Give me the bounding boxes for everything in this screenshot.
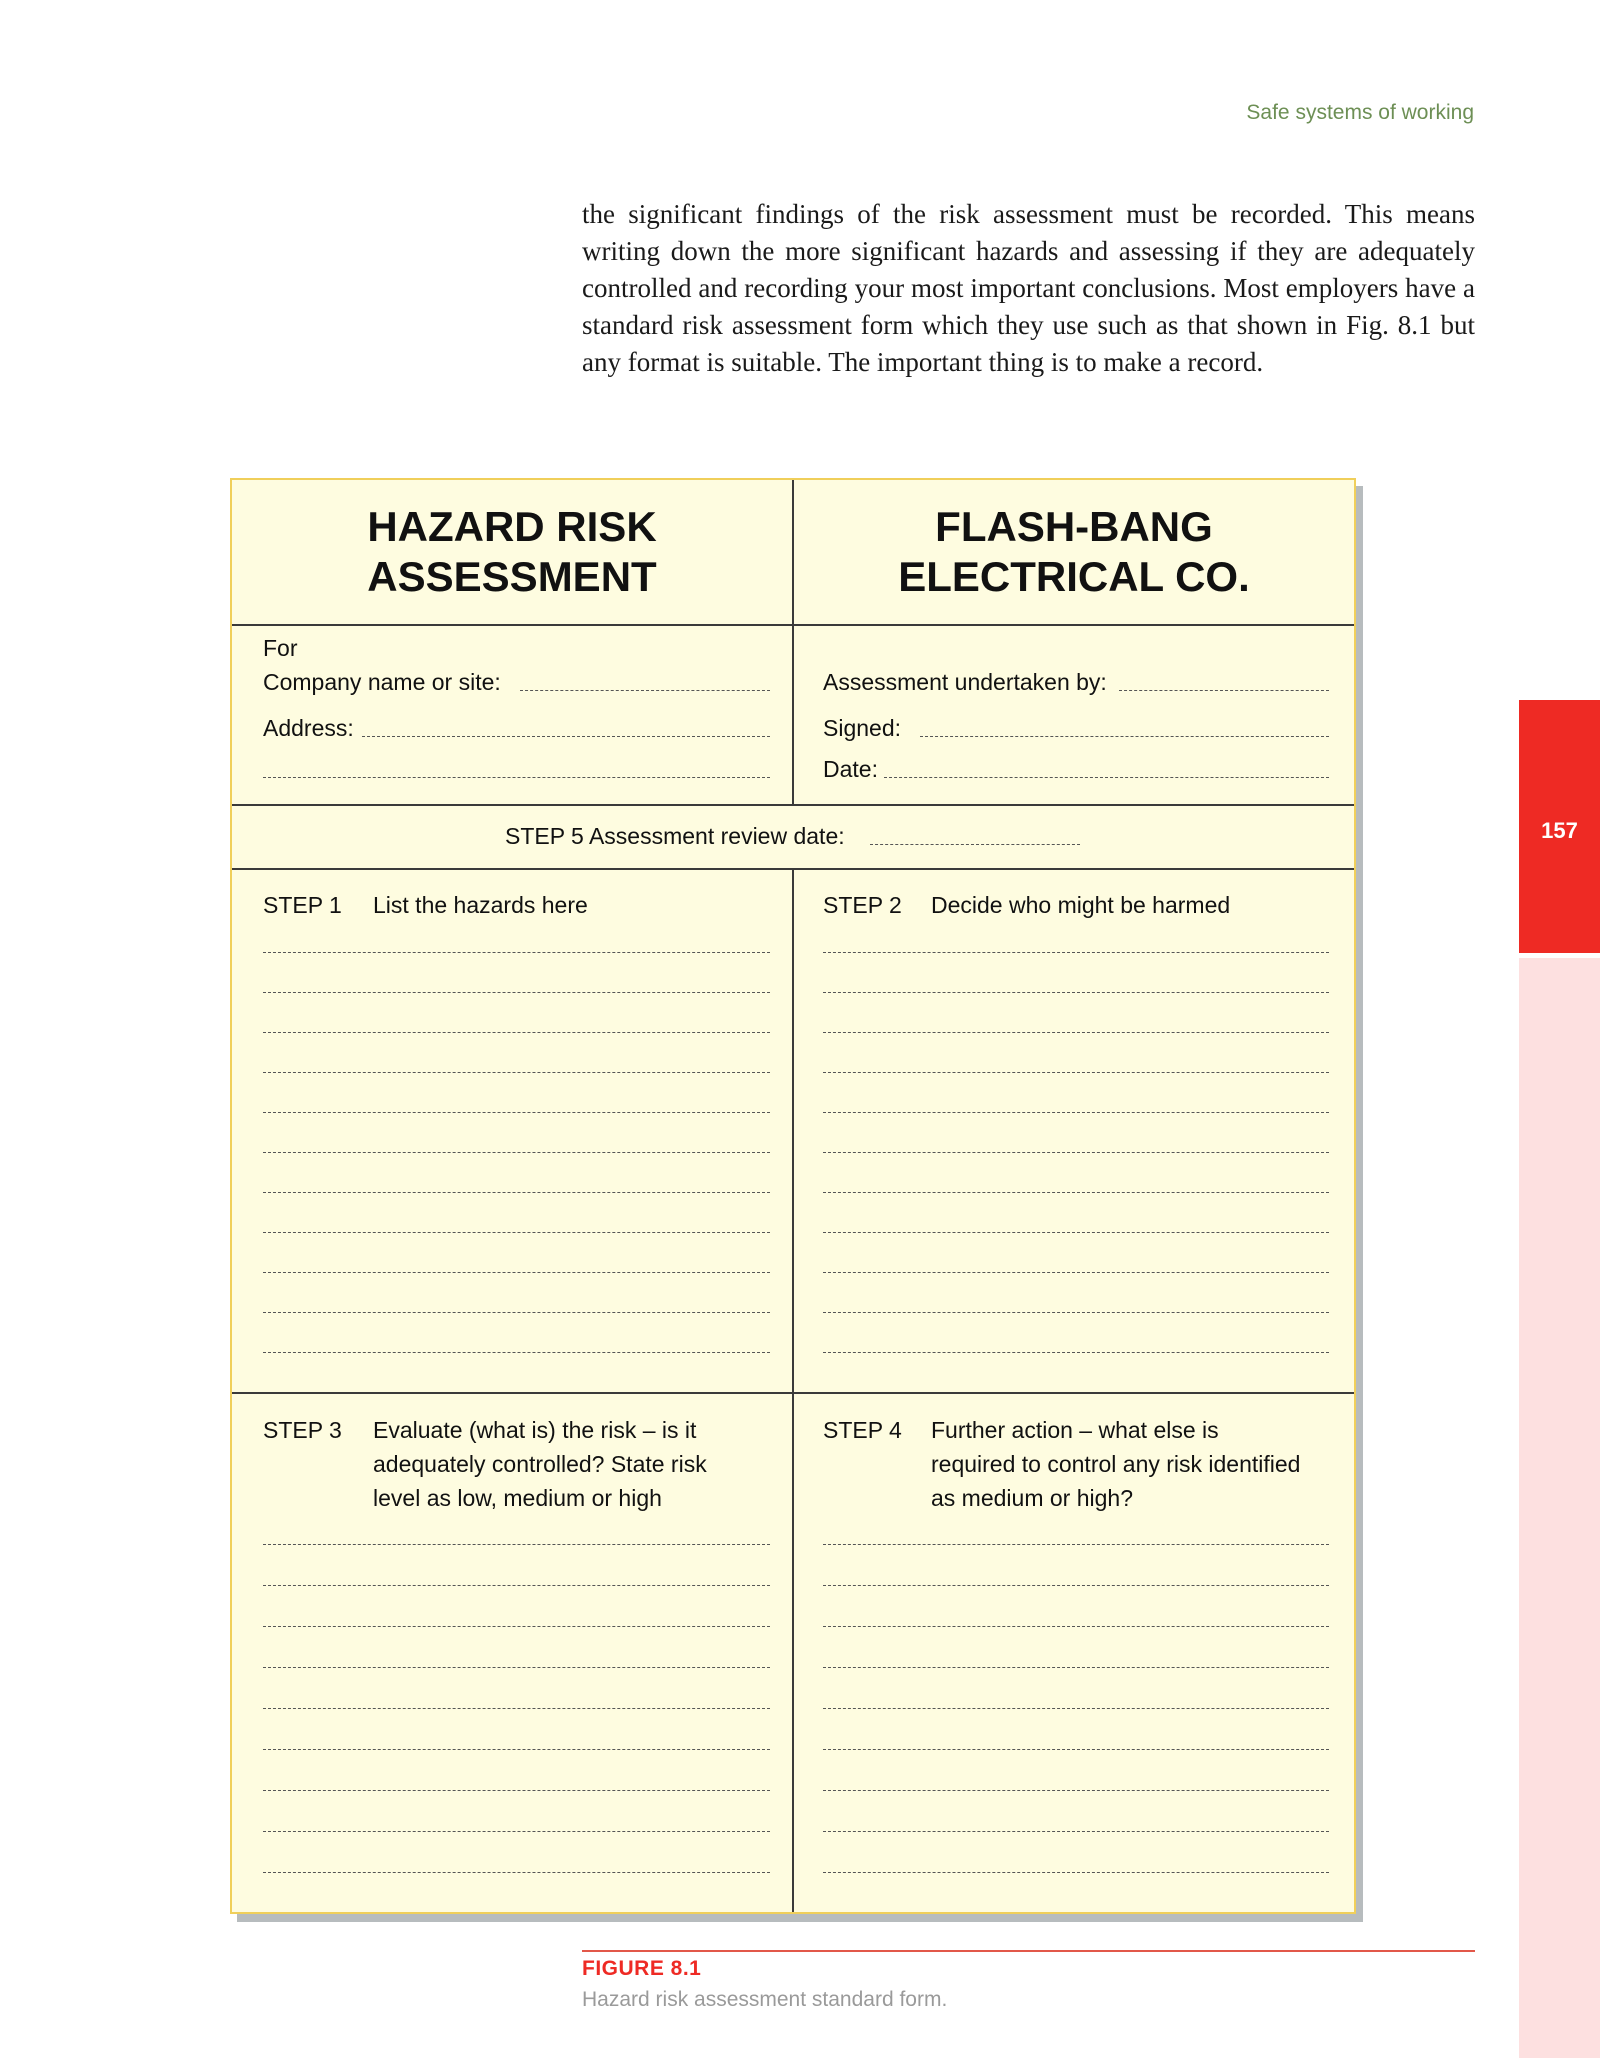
assessor-field[interactable] bbox=[1119, 690, 1329, 691]
company-title-line: ELECTRICAL CO. bbox=[898, 553, 1250, 600]
risk-assessment-form bbox=[230, 478, 1356, 1914]
step-2-writing-line[interactable] bbox=[823, 1072, 1329, 1073]
step-4-writing-line[interactable] bbox=[823, 1544, 1329, 1545]
figure-caption: Hazard risk assessment standard form. bbox=[582, 1988, 948, 2011]
step-1-writing-line[interactable] bbox=[263, 1232, 770, 1233]
step-2-number: STEP 2 bbox=[823, 892, 902, 918]
form-title-line: HAZARD RISK bbox=[367, 503, 657, 550]
step-1-number: STEP 1 bbox=[263, 892, 342, 918]
step-1-writing-line[interactable] bbox=[263, 1032, 770, 1033]
figure-rule bbox=[582, 1950, 1475, 1952]
step-1-writing-line[interactable] bbox=[263, 1312, 770, 1313]
step-3-writing-line[interactable] bbox=[263, 1544, 770, 1545]
chapter-tab-strip bbox=[1519, 958, 1600, 2058]
signed-label: Signed: bbox=[823, 715, 902, 741]
step-1-writing-line[interactable] bbox=[263, 952, 770, 953]
date-field[interactable] bbox=[884, 777, 1329, 778]
step-1-writing-line[interactable] bbox=[263, 1072, 770, 1073]
step-4-writing-line[interactable] bbox=[823, 1585, 1329, 1586]
step-1-writing-line[interactable] bbox=[263, 1192, 770, 1193]
step-1-text: List the hazards here bbox=[373, 892, 588, 918]
step-2-writing-line[interactable] bbox=[823, 1152, 1329, 1153]
step-1-writing-line[interactable] bbox=[263, 1272, 770, 1273]
step-3-writing-line[interactable] bbox=[263, 1667, 770, 1668]
step-4-writing-line[interactable] bbox=[823, 1831, 1329, 1832]
step-3-writing-line[interactable] bbox=[263, 1872, 770, 1873]
step-2-writing-line[interactable] bbox=[823, 952, 1329, 953]
step-2-writing-line[interactable] bbox=[823, 992, 1329, 993]
step-4-number: STEP 4 bbox=[823, 1417, 902, 1443]
step-1-writing-line[interactable] bbox=[263, 1152, 770, 1153]
step-2-writing-line[interactable] bbox=[823, 1192, 1329, 1193]
running-head: Safe systems of working bbox=[1246, 101, 1474, 124]
step-4-writing-line[interactable] bbox=[823, 1667, 1329, 1668]
step-1-writing-line[interactable] bbox=[263, 992, 770, 993]
step-3-number: STEP 3 bbox=[263, 1417, 342, 1443]
for-label: For bbox=[263, 635, 298, 661]
step-3-text: Evaluate (what is) the risk – is it adequately controlled? State risk level as low, medium or high bbox=[373, 1417, 707, 1511]
form-divider bbox=[232, 804, 1354, 806]
address-label: Address: bbox=[263, 715, 354, 741]
step-2-writing-line[interactable] bbox=[823, 1312, 1329, 1313]
step-3-writing-line[interactable] bbox=[263, 1749, 770, 1750]
step-1-writing-line[interactable] bbox=[263, 1352, 770, 1353]
figure-label: FIGURE 8.1 bbox=[582, 1957, 702, 1980]
address-field-line-2[interactable] bbox=[263, 777, 770, 778]
step-2-writing-line[interactable] bbox=[823, 1112, 1329, 1113]
step-2-writing-line[interactable] bbox=[823, 1032, 1329, 1033]
step-3-writing-line[interactable] bbox=[263, 1831, 770, 1832]
step-2-writing-line[interactable] bbox=[823, 1272, 1329, 1273]
review-date-label: STEP 5 Assessment review date: bbox=[505, 823, 845, 849]
date-label: Date: bbox=[823, 756, 878, 782]
step-2-writing-line[interactable] bbox=[823, 1232, 1329, 1233]
step-3-writing-line[interactable] bbox=[263, 1585, 770, 1586]
step-4-text: Further action – what else is required to control any risk identified as medium or high? bbox=[931, 1417, 1301, 1511]
signed-field[interactable] bbox=[920, 736, 1329, 737]
form-divider bbox=[792, 868, 794, 1912]
body-paragraph: the significant findings of the risk assessment must be recorded. This means writing down the more significant hazards and assessing if they are adequately controlled and recording your most important conclusions. Most employers have a standard risk assessment form which they use such as that shown in Fig. 8.1 but any format is suitable. The important thing is to make a record. bbox=[582, 199, 1475, 377]
step-3-writing-line[interactable] bbox=[263, 1626, 770, 1627]
step-2-writing-line[interactable] bbox=[823, 1352, 1329, 1353]
assessor-label: Assessment undertaken by: bbox=[823, 669, 1107, 695]
step-3-writing-line[interactable] bbox=[263, 1708, 770, 1709]
chapter-tab bbox=[1519, 700, 1600, 953]
review-date-field[interactable] bbox=[870, 844, 1080, 845]
step-4-writing-line[interactable] bbox=[823, 1708, 1329, 1709]
company-title-line: FLASH-BANG bbox=[935, 503, 1213, 550]
step-3-writing-line[interactable] bbox=[263, 1790, 770, 1791]
page-number: 157 bbox=[1541, 818, 1578, 843]
address-field[interactable] bbox=[362, 736, 770, 737]
form-title-line: ASSESSMENT bbox=[367, 553, 657, 600]
step-4-writing-line[interactable] bbox=[823, 1749, 1329, 1750]
step-1-writing-line[interactable] bbox=[263, 1112, 770, 1113]
company-label: Company name or site: bbox=[263, 669, 501, 695]
step-4-writing-line[interactable] bbox=[823, 1872, 1329, 1873]
step-4-writing-line[interactable] bbox=[823, 1790, 1329, 1791]
form-title bbox=[232, 502, 792, 602]
company-title bbox=[794, 502, 1354, 602]
step-2-text: Decide who might be harmed bbox=[931, 892, 1231, 918]
company-field[interactable] bbox=[520, 690, 770, 691]
step-4-writing-line[interactable] bbox=[823, 1626, 1329, 1627]
